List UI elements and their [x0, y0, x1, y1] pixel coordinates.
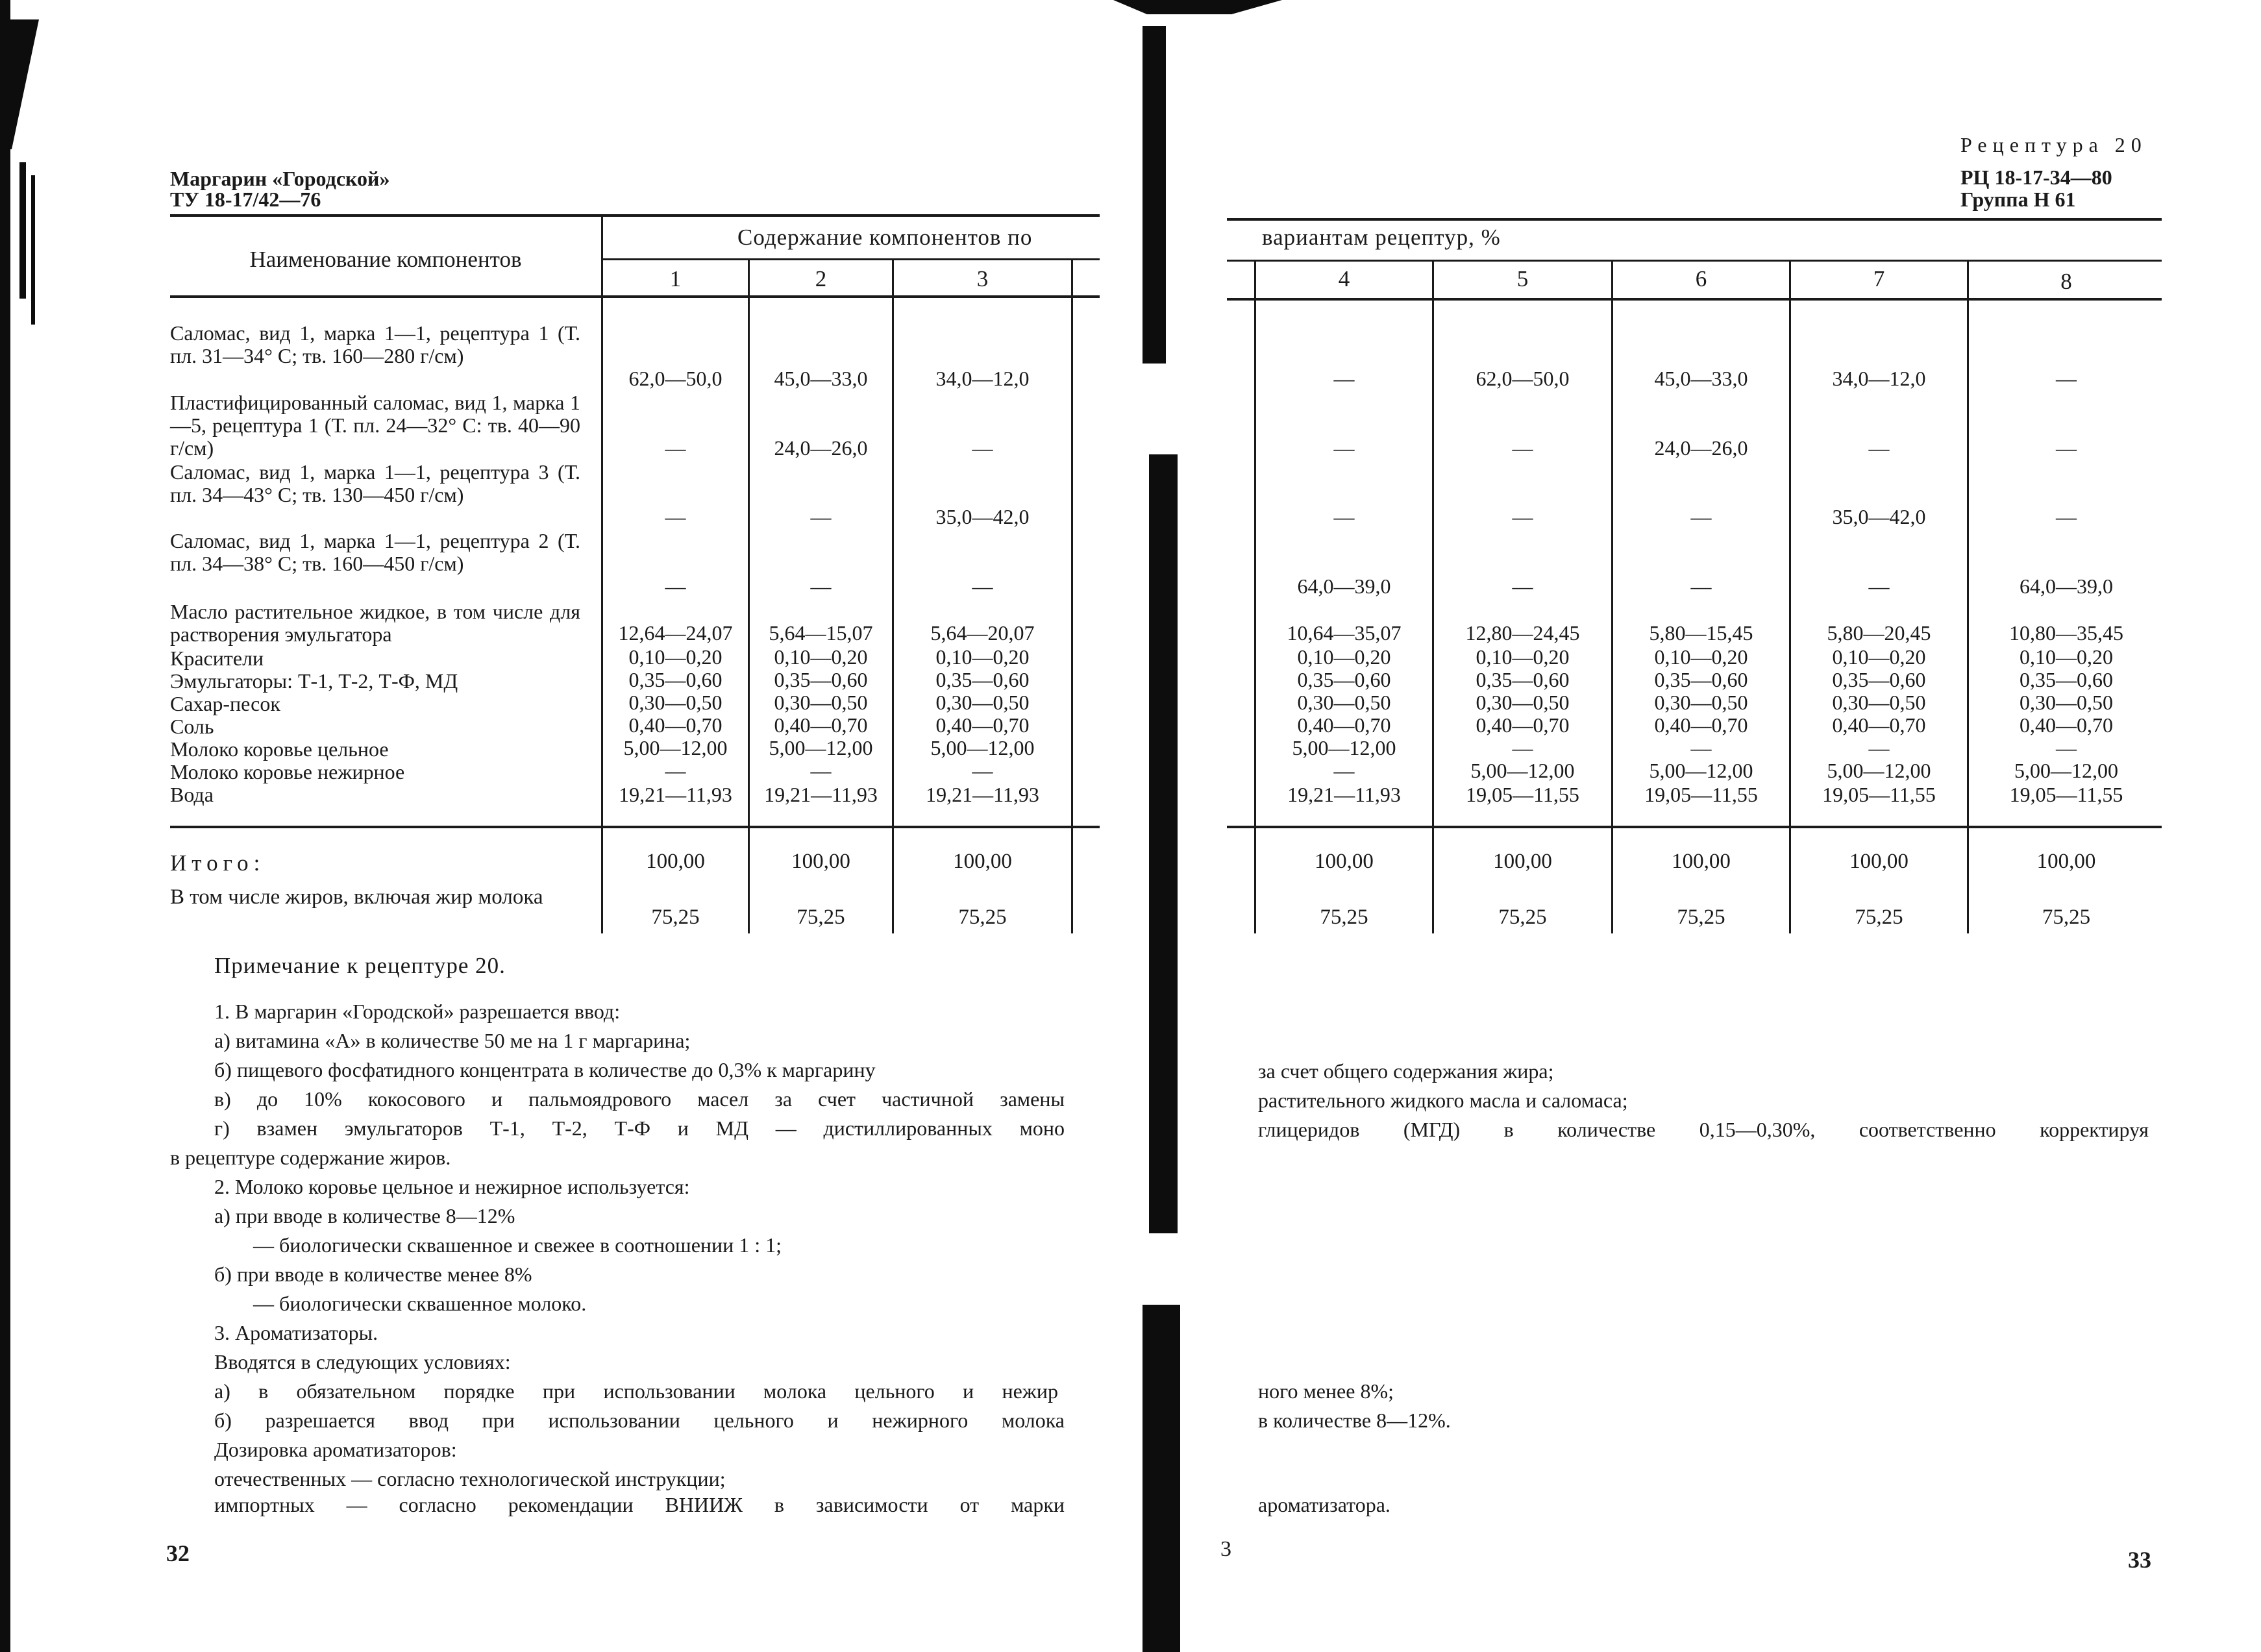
table-cell: —	[1333, 759, 1355, 782]
component-name-salt: Соль	[170, 715, 214, 738]
fat-cell: 75,25	[2042, 906, 2091, 929]
table-cell: 24,0—26,0	[1654, 436, 1748, 460]
table-cell: 24,0—26,0	[774, 436, 868, 460]
table-cell: —	[1868, 436, 1890, 460]
scan-gutter-bar-2	[1149, 454, 1178, 1233]
total-cell: 100,00	[1315, 850, 1374, 873]
table-cell: 0,10—0,20	[1654, 645, 1748, 669]
table-cell: 5,00—12,00	[2014, 759, 2118, 782]
table-cell: —	[665, 759, 686, 782]
table-cell: 34,0—12,0	[1832, 367, 1926, 390]
table-cell: 5,00—12,00	[1649, 759, 1753, 782]
table-cell: —	[972, 436, 993, 460]
table-cell: 0,30—0,50	[1297, 691, 1391, 714]
table-cell: 0,40—0,70	[1476, 713, 1570, 737]
variant-header-5: 5	[1516, 266, 1529, 291]
table-cell: 0,40—0,70	[774, 713, 868, 737]
table-cell: 0,35—0,60	[1832, 668, 1926, 691]
table-cell: 62,0—50,0	[628, 367, 723, 390]
scan-mark-left-1	[19, 162, 26, 299]
total-rule-right	[1227, 826, 2162, 828]
table-cell: 35,0—42,0	[1832, 505, 1926, 528]
table-cell: 0,30—0,50	[1654, 691, 1748, 714]
note-3: 3. Ароматизаторы.	[214, 1321, 378, 1344]
scan-mark-left-2	[31, 175, 35, 325]
table-cell: —	[1333, 505, 1355, 528]
product-title: Маргарин «Городской»	[170, 167, 390, 190]
table-cell: 0,40—0,70	[2020, 713, 2113, 737]
total-cell: 100,00	[953, 850, 1012, 873]
note-1b: б) пищевого фосфатидного концентрата в количестве до 0,3% к маргарину	[214, 1058, 876, 1081]
note-title: Примечание к рецептуре 20.	[214, 953, 506, 978]
table-cell: 0,35—0,60	[935, 668, 1030, 691]
right-note-3: глицеридов (МГД) в количестве 0,15—0,30%, соответственно корректируя	[1258, 1118, 2149, 1141]
note-1a: а) витамина «А» в количестве 50 ме на 1 г маргарина;	[214, 1029, 691, 1052]
table-cell: 64,0—39,0	[1297, 574, 1391, 598]
right-note-4: ного менее 8%;	[1258, 1379, 1394, 1403]
table-cell: —	[2056, 505, 2077, 528]
table-cell: 0,35—0,60	[1654, 668, 1748, 691]
table-cell: 62,0—50,0	[1476, 367, 1570, 390]
col-divider-3-edge	[1071, 258, 1073, 933]
table-cell: 34,0—12,0	[935, 367, 1030, 390]
component-name-hydrofat-3: Саломас, вид 1, марка 1—1, рецептура 3 (Т. пл. 34—43° С; тв. 130—450 г/см)	[170, 460, 580, 506]
table-cell: —	[1690, 505, 1712, 528]
total-label: Итого:	[170, 850, 266, 876]
header-bottom-rule-right	[1227, 298, 2162, 301]
table-cell: 19,21—11,93	[1287, 783, 1401, 806]
table-cell: 0,10—0,20	[1832, 645, 1926, 669]
variant-header-2: 2	[815, 266, 827, 291]
variant-header-7: 7	[1873, 266, 1885, 291]
table-cell: 10,80—35,45	[2009, 621, 2123, 645]
page-number-left: 32	[166, 1540, 190, 1566]
scan-gutter-top	[1113, 0, 1282, 14]
fat-cell: 75,25	[958, 906, 1007, 929]
table-cell: —	[1868, 574, 1890, 598]
component-name-plasticized: Пластифицированный саломас, вид 1, марка 1—5, рецептура 1 (Т. пл. 24—32° С: тв. 40—90 г/см)	[170, 391, 580, 460]
table-cell: 5,00—12,00	[769, 736, 873, 759]
table-cell: —	[2056, 367, 2077, 390]
table-cell: —	[665, 505, 686, 528]
recipe-group: Группа Н 61	[1960, 188, 2076, 211]
fat-cell: 75,25	[1855, 906, 1903, 929]
table-cell: 0,40—0,70	[1654, 713, 1748, 737]
name-column-header: Наименование компонентов	[249, 247, 522, 272]
table-cell: 5,00—12,00	[930, 736, 1035, 759]
content-header-left: Содержание компонентов по	[737, 225, 1033, 250]
table-cell: 45,0—33,0	[1654, 367, 1748, 390]
note-1d: г) взамен эмульгаторов Т-1, Т-2, Т-Ф и МД — дистиллированных моно	[214, 1116, 1065, 1140]
table-cell: 5,00—12,00	[1470, 759, 1575, 782]
variant-header-4: 4	[1338, 266, 1350, 291]
table-cell: 19,21—11,93	[619, 783, 732, 806]
table-cell: 0,10—0,20	[2020, 645, 2113, 669]
table-cell: 0,35—0,60	[628, 668, 723, 691]
table-cell: —	[972, 759, 993, 782]
table-cell: 0,30—0,50	[628, 691, 723, 714]
note-imported: импортных — согласно рекомендации ВНИИЖ в зависимости от марки	[214, 1493, 1065, 1516]
table-cell: 0,35—0,60	[1476, 668, 1570, 691]
note-domestic: отечественных — согласно технологической инструкции;	[214, 1467, 726, 1490]
note-2a-dash: — биологически сквашенное и свежее в соотношении 1 : 1;	[253, 1233, 782, 1257]
total-rule-left	[170, 826, 1100, 828]
table-cell: 5,00—12,00	[623, 736, 728, 759]
note-dosage: Дозировка ароматизаторов:	[214, 1438, 457, 1461]
table-cell: 0,10—0,20	[1297, 645, 1391, 669]
component-name-emulsifiers: Эмульгаторы: Т-1, Т-2, Т-Ф, МД	[170, 669, 458, 693]
total-cell: 100,00	[1493, 850, 1552, 873]
table-cell: 19,05—11,55	[1644, 783, 1758, 806]
note-2: 2. Молоко коровье цельное и нежирное используется:	[214, 1175, 690, 1198]
table-cell: —	[665, 436, 686, 460]
fat-cell: 75,25	[651, 906, 700, 929]
right-note-1: за счет общего содержания жира;	[1258, 1059, 1554, 1083]
note-1c: в) до 10% кокосового и пальмоядрового масел за счет частичной замены	[214, 1087, 1065, 1111]
recipe-number: Рецептура 20	[1960, 133, 2147, 156]
total-cell: 100,00	[1672, 850, 1731, 873]
component-name-skim-milk: Молоко коровье нежирное	[170, 760, 405, 783]
note-1d-cont: в рецептуре содержание жиров.	[170, 1146, 451, 1169]
table-cell: —	[810, 759, 832, 782]
table-cell: —	[810, 505, 832, 528]
table-cell: 64,0—39,0	[2020, 574, 2113, 598]
table-cell: 5,64—20,07	[930, 621, 1035, 645]
component-name-hydrofat-2: Саломас, вид 1, марка 1—1, рецептура 2 (Т. пл. 34—38° С; тв. 160—450 г/см)	[170, 529, 580, 575]
variant-header-8: 8	[2060, 269, 2072, 294]
note-2a: а) при вводе в количестве 8—12%	[214, 1204, 515, 1227]
scan-gutter-bar-3	[1143, 1305, 1180, 1652]
table-cell: —	[1333, 367, 1355, 390]
table-cell: 0,35—0,60	[2020, 668, 2113, 691]
page-number-right: 33	[2128, 1547, 2151, 1573]
total-cell: 100,00	[791, 850, 850, 873]
table-cell: 0,10—0,20	[774, 645, 868, 669]
fat-cell: 75,25	[797, 906, 845, 929]
header-sub-rule-right	[1227, 260, 2162, 262]
table-cell: 0,30—0,50	[1832, 691, 1926, 714]
fat-cell: 75,25	[1498, 906, 1547, 929]
note-1: 1. В маргарин «Городской» разрешается ввод:	[214, 1000, 621, 1023]
table-cell: 45,0—33,0	[774, 367, 868, 390]
header-bottom-rule-left	[170, 295, 1100, 298]
table-cell: —	[1868, 736, 1890, 759]
table-cell: 5,80—15,45	[1649, 621, 1753, 645]
table-cell: 0,10—0,20	[628, 645, 723, 669]
right-note-6: ароматизатора.	[1258, 1493, 1390, 1516]
table-cell: 0,40—0,70	[628, 713, 723, 737]
right-note-5: в количестве 8—12%.	[1258, 1409, 1451, 1432]
variant-header-1: 1	[669, 266, 682, 291]
table-cell: 5,80—20,45	[1827, 621, 1931, 645]
note-3b: б) разрешается ввод при использовании цельного и нежирного молока	[214, 1409, 1065, 1432]
table-cell: —	[1512, 436, 1533, 460]
table-cell: 19,05—11,55	[1822, 783, 1936, 806]
table-cell: 5,64—15,07	[769, 621, 873, 645]
table-cell: —	[665, 574, 686, 598]
fat-label: В том числе жиров, включая жир молока	[170, 885, 543, 909]
component-name-sugar: Сахар-песок	[170, 692, 280, 715]
table-cell: —	[1512, 736, 1533, 759]
total-cell: 100,00	[1849, 850, 1909, 873]
table-top-rule-left	[170, 214, 1100, 217]
content-header-right: вариантам рецептур, %	[1262, 225, 1501, 250]
table-cell: —	[972, 574, 993, 598]
product-tu: ТУ 18-17/42—76	[170, 188, 321, 211]
component-name-water: Вода	[170, 783, 214, 806]
table-cell: 0,10—0,20	[1476, 645, 1570, 669]
scan-edge-left	[0, 0, 10, 1652]
variant-header-6: 6	[1695, 266, 1707, 291]
table-cell: 35,0—42,0	[935, 505, 1030, 528]
table-cell: 0,30—0,50	[774, 691, 868, 714]
table-cell: 19,21—11,93	[764, 783, 878, 806]
table-cell: —	[2056, 436, 2077, 460]
note-3a: а) в обязательном порядке при использовании молока цельного и нежир	[214, 1379, 1058, 1403]
component-name-vegetable-oil: Масло растительное жидкое, в том числе для растворения эмульгатора	[170, 600, 580, 646]
table-cell: 19,21—11,93	[926, 783, 1039, 806]
table-cell: 5,00—12,00	[1827, 759, 1931, 782]
note-2b-dash: — биологически сквашенное молоко.	[253, 1292, 587, 1315]
header-sub-rule-left	[602, 258, 1100, 260]
table-cell: —	[810, 574, 832, 598]
table-cell: 19,05—11,55	[1466, 783, 1579, 806]
table-cell: 0,30—0,50	[935, 691, 1030, 714]
table-cell: —	[2056, 736, 2077, 759]
table-cell: 0,30—0,50	[2020, 691, 2113, 714]
table-cell: 0,40—0,70	[1832, 713, 1926, 737]
table-cell: 0,10—0,20	[935, 645, 1030, 669]
table-cell: 12,64—24,07	[618, 621, 733, 645]
table-cell: 0,40—0,70	[935, 713, 1030, 737]
table-cell: —	[1690, 736, 1712, 759]
page-number-gutter: 3	[1220, 1537, 1231, 1561]
table-cell: 0,35—0,60	[774, 668, 868, 691]
component-name-colorants: Красители	[170, 647, 264, 670]
component-name-hydrofat-1: Саломас, вид 1, марка 1—1, рецептура 1 (Т. пл. 31—34° С; тв. 160—280 г/см)	[170, 321, 580, 367]
variant-header-3: 3	[976, 266, 989, 291]
scan-gutter-bar-1	[1143, 26, 1166, 364]
table-cell: 0,35—0,60	[1297, 668, 1391, 691]
table-top-rule-right	[1227, 218, 2162, 221]
recipe-rc: РЦ 18-17-34—80	[1960, 166, 2112, 189]
table-cell: —	[1690, 574, 1712, 598]
table-cell: —	[1512, 505, 1533, 528]
table-cell: 19,05—11,55	[2009, 783, 2123, 806]
table-cell: —	[1333, 436, 1355, 460]
fat-cell: 75,25	[1677, 906, 1725, 929]
table-cell: 5,00—12,00	[1292, 736, 1396, 759]
fat-cell: 75,25	[1320, 906, 1368, 929]
table-cell: 0,40—0,70	[1297, 713, 1391, 737]
component-name-whole-milk: Молоко коровье цельное	[170, 737, 389, 761]
table-cell: 12,80—24,45	[1465, 621, 1580, 645]
note-2b: б) при вводе в количестве менее 8%	[214, 1263, 532, 1286]
table-cell: 0,30—0,50	[1476, 691, 1570, 714]
total-cell: 100,00	[2036, 850, 2096, 873]
right-note-2: растительного жидкого масла и саломаса;	[1258, 1089, 1628, 1112]
note-3-intro: Вводятся в следующих условиях:	[214, 1350, 511, 1374]
scan-corner-left	[0, 19, 39, 149]
table-cell: 10,64—35,07	[1287, 621, 1402, 645]
total-cell: 100,00	[646, 850, 705, 873]
table-cell: —	[1512, 574, 1533, 598]
